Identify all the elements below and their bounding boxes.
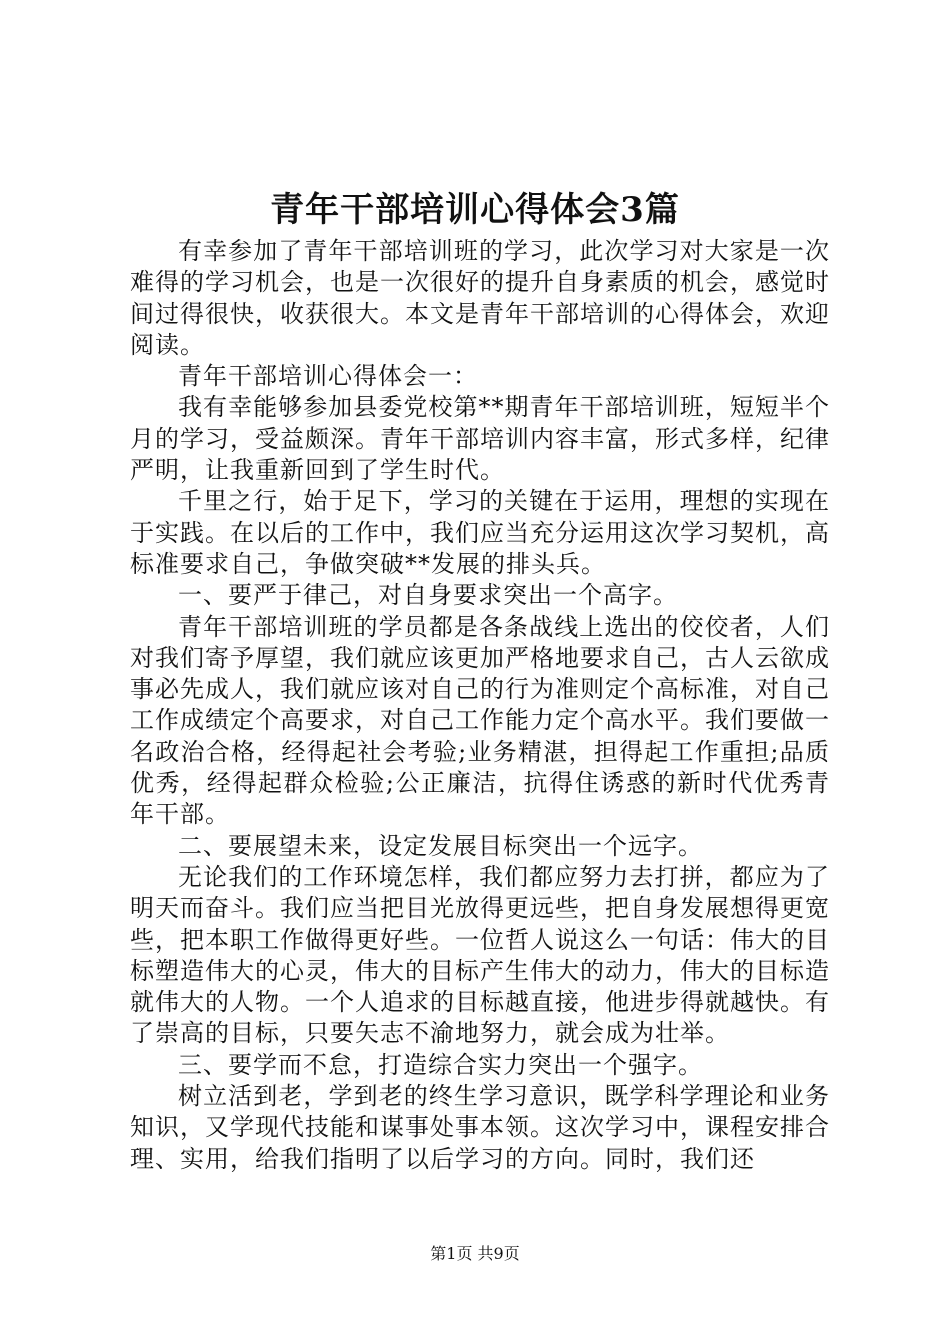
paragraph: 无论我们的工作环境怎样，我们都应努力去打拼，都应为了明天而奋斗。我们应当把目光放得更远些，把自身发展想得更宽些，把本职工作做得更好些。一位哲人说这么一句话：伟大的目标塑造伟大的心灵，伟大的目标产生伟大的动力，伟大的目标造就伟大的人物。一个人追求的目标越直接，他进步得就越快。有了崇高的目标，只要矢志不渝地努力，就会成为壮举。	[130, 862, 830, 1048]
paragraph-intro: 有幸参加了青年干部培训班的学习，此次学习对大家是一次难得的学习机会，也是一次很好的提升自身素质的机会，感觉时间过得很快，收获很大。本文是青年干部培训的心得体会，欢迎阅读。	[130, 237, 830, 359]
section-heading-2: 二、要展望未来，设定发展目标突出一个远字。	[178, 831, 703, 860]
document-body	[130, 236, 830, 1175]
paragraph: 青年干部培训班的学员都是各条战线上选出的佼佼者，人们对我们寄予厚望，我们就应该更加严格地要求自己，古人云欲成事必先成人，我们就应该对自己的行为准则定个高标准，对自己工作成绩定个高要求，对自己工作能力定个高水平。我们要做一名政治合格，经得起社会考验;业务精湛，担得起工作重担;品质优秀，经得起群众检验;公正廉洁，抗得住诱惑的新时代优秀青年干部。	[130, 612, 830, 829]
page-number-footer: 第1页 共9页	[430, 1244, 520, 1263]
section-heading-3: 三、要学而不怠，打造综合实力突出一个强字。	[178, 1050, 703, 1079]
paragraph: 千里之行，始于足下，学习的关键在于运用，理想的实现在于实践。在以后的工作中，我们应当充分运用这次学习契机，高标准要求自己，争做突破**发展的排头兵。	[130, 487, 830, 578]
document-title: 青年干部培训心得体会3篇	[270, 190, 680, 230]
paragraph: 我有幸能够参加县委党校第**期青年干部培训班，短短半个月的学习，受益颇深。青年干部培训内容丰富，形式多样，纪律严明，让我重新回到了学生时代。	[130, 393, 830, 485]
paragraph: 树立活到老，学到老的终生学习意识，既学科学理论和业务知识，又学现代技能和谋事处事本领。这次学习中，课程安排合理、实用，给我们指明了以后学习的方向。同时，我们还	[130, 1082, 830, 1173]
section-heading-1: 一、要严于律己，对自身要求突出一个高字。	[178, 581, 678, 610]
paragraph-heading-one: 青年干部培训心得体会一：	[178, 362, 478, 391]
